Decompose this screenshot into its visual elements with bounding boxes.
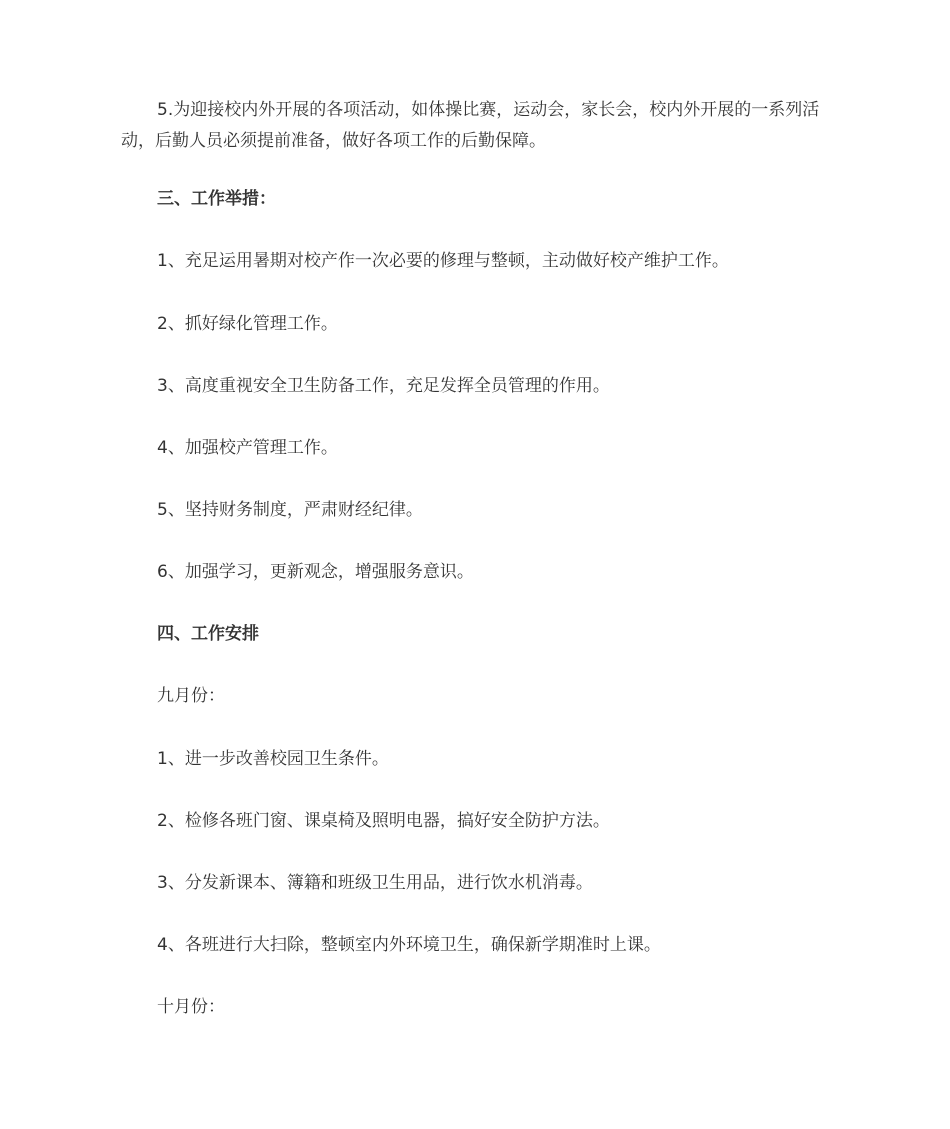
heading-work-measures: 三、工作举措：	[157, 189, 276, 209]
month-label-october: 十月份：	[157, 997, 225, 1017]
list-item-measure-2: 2、抓好绿化管理工作。	[157, 314, 338, 334]
paragraph-logistics-prep: 5.为迎接校内外开展的各项活动，如体操比赛，运动会，家长会，校内外开展的一系列活动，后勤人员必须提前准备，做好各项工作的后勤保障。	[121, 100, 820, 151]
list-item-measure-4: 4、加强校产管理工作。	[157, 438, 338, 458]
list-item-measure-6: 6、加强学习，更新观念，增强服务意识。	[157, 562, 474, 582]
list-item-september-1: 1、进一步改善校园卫生条件。	[157, 749, 389, 769]
list-item-september-2: 2、检修各班门窗、课桌椅及照明电器，搞好安全防护方法。	[157, 811, 610, 831]
list-item-measure-3: 3、高度重视安全卫生防备工作，充足发挥全员管理的作用。	[157, 376, 610, 396]
list-item-september-3: 3、分发新课本、簿籍和班级卫生用品，进行饮水机消毒。	[157, 873, 593, 893]
list-item-measure-1: 1、充足运用暑期对校产作一次必要的修理与整顿，主动做好校产维护工作。	[157, 251, 729, 271]
list-item-september-4: 4、各班进行大扫除，整顿室内外环境卫生，确保新学期准时上课。	[157, 935, 661, 955]
list-item-measure-5: 5、坚持财务制度，严肃财经纪律。	[157, 500, 423, 520]
month-label-september: 九月份：	[157, 686, 225, 706]
heading-work-arrangement: 四、工作安排	[157, 624, 259, 644]
